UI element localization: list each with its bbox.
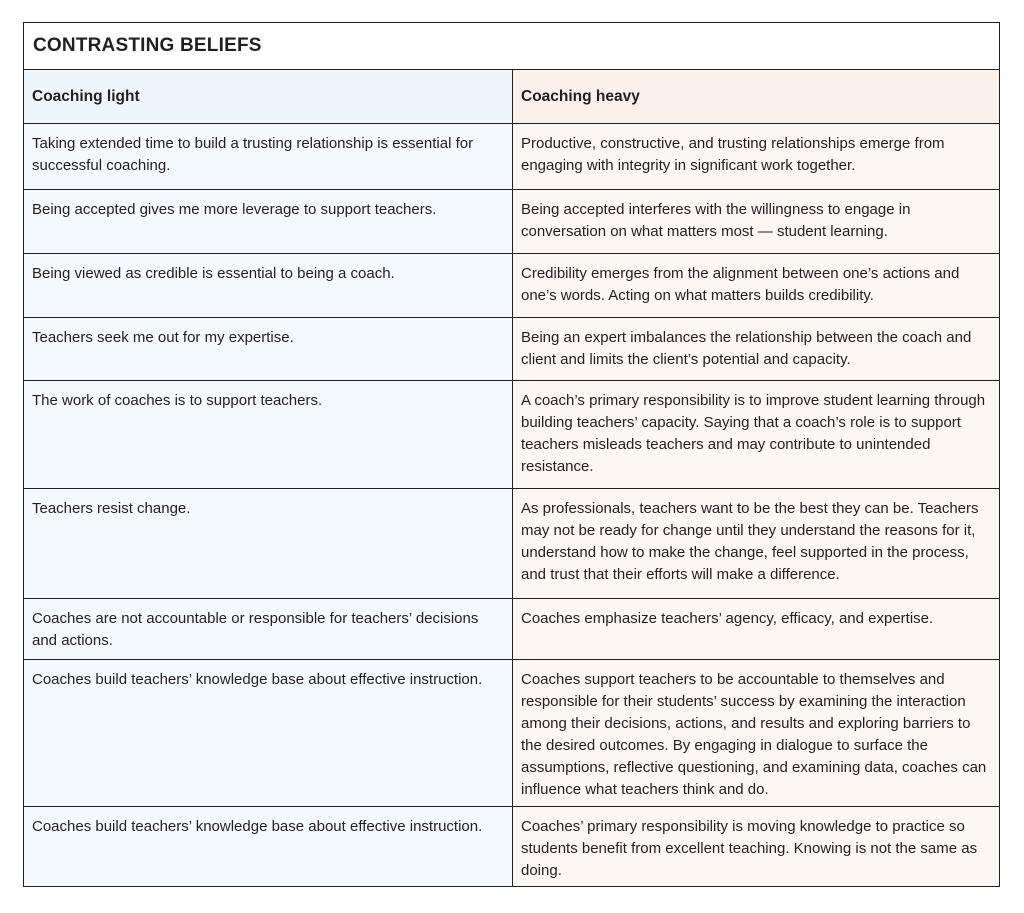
- row-9-coaching-light: Coaches build teachers’ knowledge base about effective instruction.: [24, 807, 513, 886]
- row-1-coaching-light: Taking extended time to build a trusting relationship is essential for successful coaching.: [24, 124, 513, 190]
- row-7-coaching-heavy: Coaches emphasize teachers’ agency, efficacy, and expertise.: [513, 599, 999, 660]
- table-title: CONTRASTING BELIEFS: [24, 23, 999, 70]
- row-8-coaching-light: Coaches build teachers’ knowledge base about effective instruction.: [24, 660, 513, 807]
- contrasting-beliefs-table: [23, 22, 1000, 887]
- row-8-coaching-heavy: Coaches support teachers to be accountable to themselves and responsible for their students’ success by examining the interaction among their decisions, actions, and results and exploring barriers to the desired outcomes. By engaging in dialogue to surface the assumptions, reflective questioning, and examining data, coaches can influence what teachers think and do.: [513, 660, 999, 807]
- row-4-coaching-light: Teachers seek me out for my expertise.: [24, 318, 513, 381]
- column-header-coaching-light: Coaching light: [24, 70, 513, 124]
- row-6-coaching-light: Teachers resist change.: [24, 489, 513, 599]
- row-9-coaching-heavy: Coaches’ primary responsibility is moving knowledge to practice so students benefit from excellent teaching. Knowing is not the same as doing.: [513, 807, 999, 886]
- column-header-coaching-heavy: Coaching heavy: [513, 70, 999, 124]
- row-5-coaching-heavy: A coach’s primary responsibility is to improve student learning through building teachers’ capacity. Saying that a coach’s role is to support teachers misleads teachers and may contribute to unintended resistance.: [513, 381, 999, 489]
- row-2-coaching-light: Being accepted gives me more leverage to support teachers.: [24, 190, 513, 254]
- row-1-coaching-heavy: Productive, constructive, and trusting relationships emerge from engaging with integrity in significant work together.: [513, 124, 999, 190]
- row-7-coaching-light: Coaches are not accountable or responsible for teachers’ decisions and actions.: [24, 599, 513, 660]
- row-5-coaching-light: The work of coaches is to support teachers.: [24, 381, 513, 489]
- row-6-coaching-heavy: As professionals, teachers want to be the best they can be. Teachers may not be ready for change until they understand the reasons for it, understand how to make the change, feel supported in the process, and trust that their efforts will make a difference.: [513, 489, 999, 599]
- row-4-coaching-heavy: Being an expert imbalances the relationship between the coach and client and limits the client’s potential and capacity.: [513, 318, 999, 381]
- row-3-coaching-light: Being viewed as credible is essential to being a coach.: [24, 254, 513, 318]
- row-2-coaching-heavy: Being accepted interferes with the willingness to engage in conversation on what matters most — student learning.: [513, 190, 999, 254]
- row-3-coaching-heavy: Credibility emerges from the alignment between one’s actions and one’s words. Acting on what matters builds credibility.: [513, 254, 999, 318]
